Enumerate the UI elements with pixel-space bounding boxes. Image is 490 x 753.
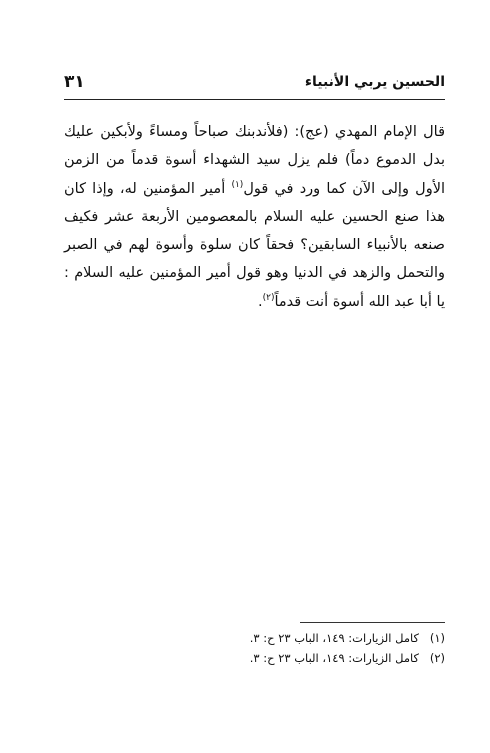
header-title: الحسين يربي الأنبياء [304, 74, 445, 90]
footnotes [64, 628, 445, 668]
footnote-reference-2: (٢) [262, 292, 275, 303]
paragraph-text-part-1: قال الإمام المهدي (عج): (فلأندبنك صباحاً ومساءً ولأبكين عليك بدل الدموع دماً) فلم يزل سيد الشهداء أسوة قدماً من الزمن الأول وإلى الآن كما ورد في قول [64, 124, 445, 197]
footnote-number: (١) [429, 631, 445, 645]
page-number: ٣١ [64, 72, 85, 92]
footnote-number: (٢) [429, 651, 445, 665]
footnote-divider [300, 622, 445, 623]
main-paragraph [64, 118, 445, 316]
footnote-1 [64, 628, 445, 648]
paragraph-text-part-3: . [257, 293, 263, 310]
footnote-text: كامل الزيارات: ١٤٩، الباب ٢٣ ح: ٣. [249, 631, 419, 645]
paragraph-text-part-2: أمير المؤمنين له، وإذا كان هذا صنع الحسين عليه السلام بالمعصومين الأربعة عشر فكيف صنعه بالأنبياء السابقين؟ فحقاً كان سلوة وأسوة لهم في الصبر والتحمل والزهد في الدنيا وهو قول أمير المؤمنين عليه السلام : يا أبا عبد الله أسوة أنت قدماً [64, 180, 445, 310]
footnote-2 [64, 648, 445, 668]
footnote-text: كامل الزيارات: ١٤٩، الباب ٢٣ ح: ٣. [249, 651, 419, 665]
running-header [64, 72, 445, 98]
footnote-reference-1: (١) [231, 179, 244, 190]
header-divider [64, 99, 445, 100]
